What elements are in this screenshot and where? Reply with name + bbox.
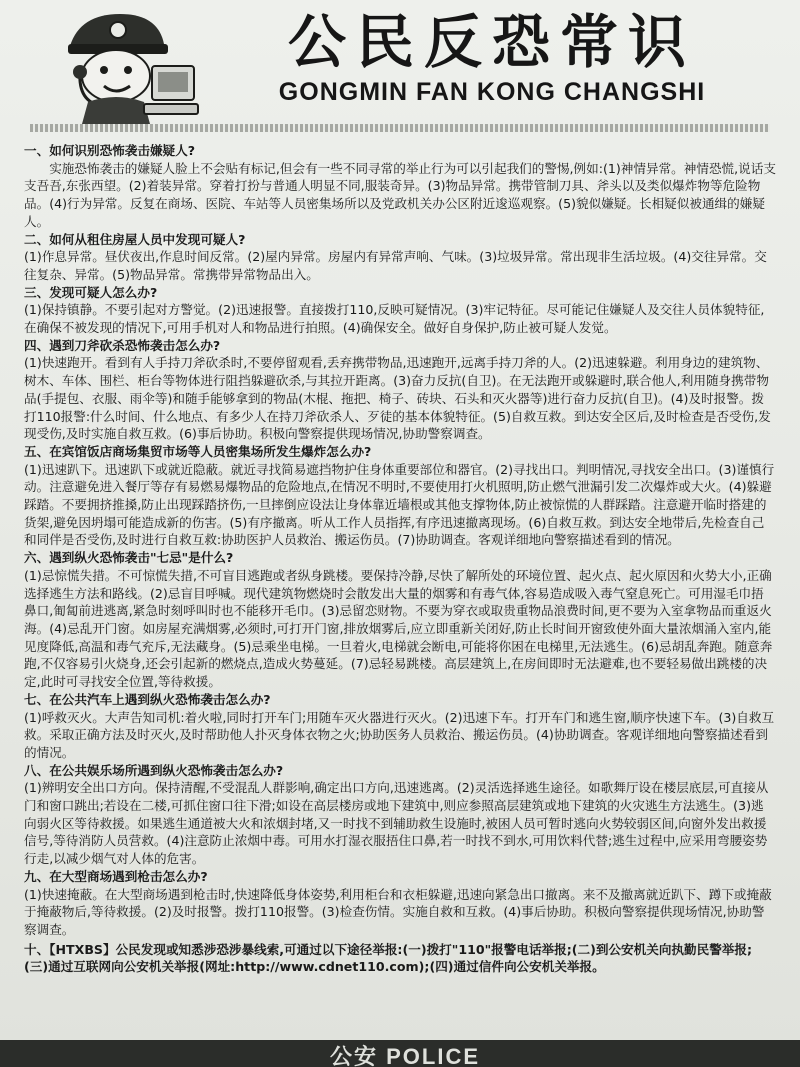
section-question: 三、发现可疑人怎么办? xyxy=(24,284,158,300)
section-question: 一、如何识别恐怖袭击嫌疑人? xyxy=(24,143,196,158)
page-title: 公民反恐常识 xyxy=(287,8,696,76)
section-answer: (1)快速掩蔽。在大型商场遇到枪击时,快速降低身体姿势,利用柜台和衣柜躲避,迅速向紧急出口撤离。来不及撤离就近趴下、蹲下或掩蔽于掩蔽物后,等待救援。(2)及时报警。拨打110报警。(3)检查伤情。实施自救和互救。(4)事后协助。积极向警察提供现场情况,协助警察调查。 xyxy=(24,886,772,937)
section-question: 八、在公共娱乐场所遇到纵火恐怖袭击怎么办? xyxy=(24,762,284,778)
section-question: 七、在公共汽车上遇到纵火恐怖袭击怎么办? xyxy=(24,691,271,707)
section-answer: (1)作息异常。昼伏夜出,作息时间反常。(2)屋内异常。房屋内有异常声响、气味。(3)垃圾异常。常出现非生活垃圾。(4)交往异常。交往复杂、异常。(5)物品异常。常携带异常物品出入。 xyxy=(24,249,767,282)
article-body xyxy=(24,142,776,1012)
police-mascot-icon xyxy=(40,6,200,124)
section-answer: (1)迅速趴下。迅速趴下或就近隐蔽。就近寻找简易遮挡物护住身体重要部位和器官。(2)寻找出口。判明情况,寻找安全出口。(3)谨慎行动。注意避免进入餐厅等存有易燃易爆物品的危险地点,在情况不明时,不要使用打火机照明,防止燃气泄漏引发二次爆炸或大火。(4)躲避踩踏。不要拥挤推搡,防止出现踩踏挤伤,一旦摔倒应设法让身体靠近墙根或其他支撑物体,防止被惊慌的人群踩踏。注意避开临时搭建的货架,避免因坍塌可能造成新的伤害。(5)有序撤离。听从工作人员指挥,有序迅速撤离现场。(6)自救互救。到达安全地带后,先检查自己和同伴是否受伤,及时进行自救互救:协助医护人员救治、搬运伤员。(7)协助调查。客观详细地向警察描述看到的情况。 xyxy=(24,461,775,548)
bottom-band-label: 公安 POLICE xyxy=(330,1044,481,1067)
section-question: 九、在大型商场遇到枪击怎么办? xyxy=(24,868,208,884)
section-answer: 实施恐怖袭击的嫌疑人脸上不会贴有标记,但会有一些不同寻常的举止行为可以引起我们的警惕,例如:(1)神情异常。神情恐慌,说话支支吾吾,东张西望。(2)着装异常。穿着打扮与普通人明显不同,服装奇异。(3)物品异常。携带管制刀具、斧头以及类似爆炸物等危险物品。(4)行为异常。反复在商场、医院、车站等人员密集场所以及党政机关办公区附近逡巡观察。(5)貌似嫌疑。长相疑似被通缉的嫌疑人。 xyxy=(24,160,776,229)
section-answer: (1)快速跑开。看到有人手持刀斧砍杀时,不要停留观看,丢弃携带物品,迅速跑开,远离手持刀斧的人。(2)迅速躲避。利用身边的建筑物、树木、车体、围栏、柜台等物体进行阻挡躲避砍杀,与其拉开距离。(3)奋力反抗(自卫)。在无法跑开或躲避时,联合他人,利用随身携带物品(手提包、衣服、雨伞等)和随手能够拿到的物品(木棍、拖把、椅子、砖块、石头和灭火器等)进行奋力反抗(自卫)。(4)及时报警。拨打110报警:什么时间、什么地点、有多少人在持刀斧砍杀人、歹徒的基本体貌特征。(5)自救互救。到达安全区后,及时检查是否受伤,发现受伤,及时实施自救互救。(6)事后协助。积极向警察提供现场情况,协助警察调查。 xyxy=(24,355,771,442)
section-question: 四、遇到刀斧砍杀恐怖袭击怎么办? xyxy=(24,337,221,353)
header-divider xyxy=(30,124,770,132)
section-question: 六、遇到纵火恐怖袭击"七忌"是什么? xyxy=(24,550,234,566)
page-title-pinyin: GONGMIN FAN KONG CHANGSHI xyxy=(278,78,706,106)
section-question: 五、在宾馆饭店商场集贸市场等人员密集场所发生爆炸怎么办? xyxy=(24,443,372,459)
section-question: 二、如何从租住房屋人员中发现可疑人? xyxy=(24,231,246,247)
section-answer: (1)辨明安全出口方向。保持清醒,不受混乱人群影响,确定出口方向,迅速逃离。(2)灵活选择逃生途径。如歌舞厅设在楼层底层,可直接从门和窗口跳出;若设在二楼,可抓住窗口往下滑;如设在高层楼房或地下建筑中,则应参照高层建筑或地下建筑的火灾逃生方法逃生。(3)逃向弱火区等待救援。如果逃生通道被大火和浓烟封堵,又一时找不到辅助救生设施时,被困人员可暂时逃向火势较弱区间,向窗外发出救援信号,等待消防人员营救。(4)注意防止浓烟中毒。可用水打湿衣服捂住口鼻,若一时找不到水,可用饮料代替;逃生过程中,应采用弯腰姿势行走,以减少烟气对人体的危害。 xyxy=(24,780,769,867)
section-answer: (1)保持镇静。不要引起对方警觉。(2)迅速报警。直接拨打110,反映可疑情况。(3)牢记特征。尽可能记住嫌疑人及交往人员体貌特征,在确保不被发现的情况下,可用手机对人和物品进行拍照。(4)确保安全。做好自身保护,防止被可疑人发觉。 xyxy=(24,302,765,336)
header-banner xyxy=(0,0,800,128)
section-answer: (1)忌惊慌失措。不可惊慌失措,不可盲目逃跑或者纵身跳楼。要保持冷静,尽快了解所处的环境位置、起火点、起火原因和火势大小,正确选择逃生方法和路线。(2)忌盲目呼喊。现代建筑物燃烧时会散发出大量的烟雾和有毒气体,容易造成吸入毒气窒息死亡。可用湿毛巾捂鼻口,匍匐前进逃离,紧急时刻呼叫时也不能移开毛巾。(3)忌留恋财物。不要为穿衣或取贵重物品浪费时间,更不要为入室拿物品而重返火海。(4)忌乱开门窗。如房屋充满烟雾,必须时,可打开门窗,排放烟雾后,应立即重新关闭好,防止长时间开窗致使外面大量浓烟涌入室内,能见度降低,高温和毒气充斥,无法藏身。(5)忌乘坐电梯。一旦着火,电梯就会断电,可能将你困在电梯里,无法逃生。(6)忌胡乱奔跑。随意奔跑,不仅容易引火烧身,还会引起新的燃烧点,造成火势蔓延。(7)忌轻易跳楼。高层建筑上,在房间即时无法避难,也不要轻易做出跳楼的决定,此时可寻找安全位置,等待救援。 xyxy=(24,567,773,690)
section-answer: (1)呼救灭火。大声告知司机:着火啦,同时打开车门;用随车灭火器进行灭火。(2)迅速下车。打开车门和逃生窗,顺序快速下车。(3)自救互救。采取正确方法及时灭火,及时帮助他人扑灭身体衣物之火;协助医务人员救治、搬运伤员。(4)协助调查。客观详细地向警察描述看到的情况。 xyxy=(24,709,775,760)
reporting-channels: 十、【HTXBS】公民发现或知悉涉恐涉暴线索,可通过以下途径举报:(一)拨打"110"报警电话举报;(二)到公安机关向执勤民警举报;(三)通过互联网向公安机关举报(网址:http://www.cdnet110.com);(四)通过信件向公安机关举报。 xyxy=(24,941,753,975)
